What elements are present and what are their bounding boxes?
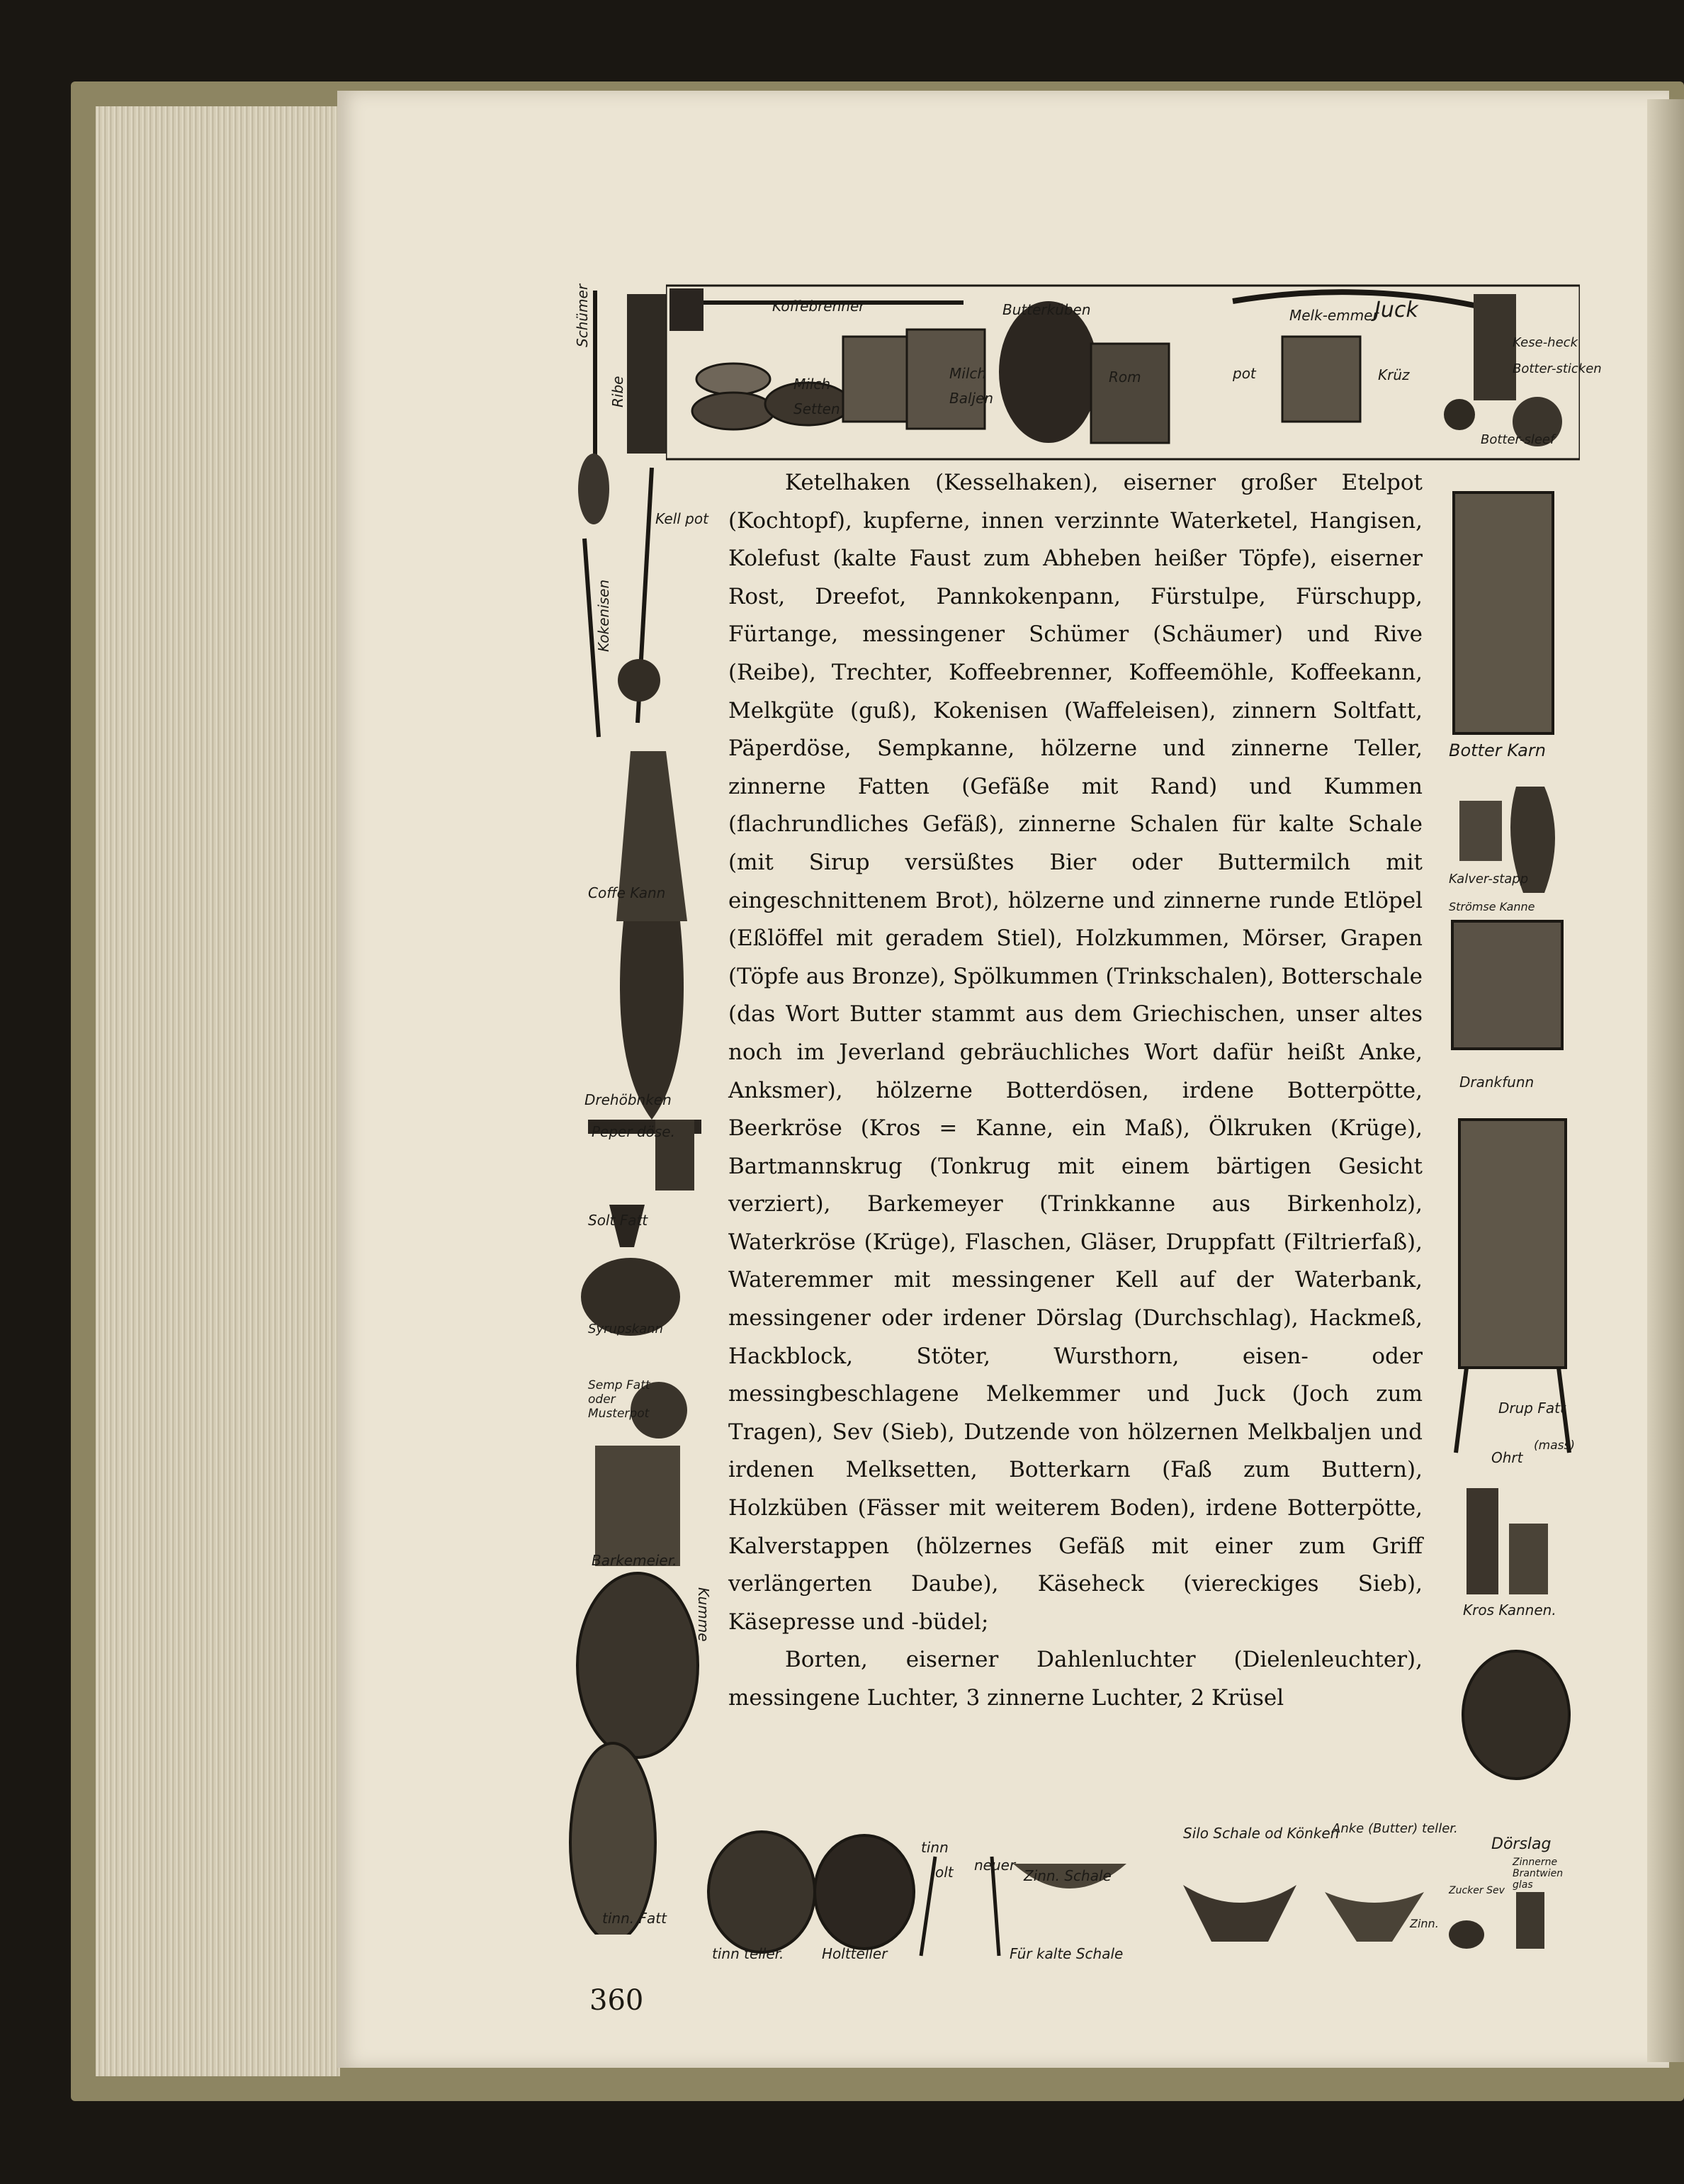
label-rom: Rom — [1109, 368, 1141, 385]
kitchen-utensils-left-illustration — [567, 283, 719, 1935]
label-melkemmer: Melk-emmer — [1289, 307, 1379, 324]
label-anke-teller: Anke (Butter) teller. — [1332, 1821, 1458, 1836]
kitchen-utensils-bottom-illustration — [701, 1814, 1580, 1966]
label-botter-karn: Botter Karn — [1449, 741, 1546, 760]
label-keseheck: Kese-heck — [1513, 335, 1578, 350]
label-drehobnken: Drehöbnken — [584, 1091, 672, 1108]
label-semp-fatt: Semp Fatt oder Musterpot — [588, 1378, 650, 1421]
label-setten: Setten — [793, 400, 840, 417]
label-silo-schale: Silo Schale od Könken — [1183, 1825, 1340, 1842]
page-edges — [96, 106, 340, 2076]
label-holtteller: Holtteller — [822, 1945, 888, 1962]
left-illustration-column — [567, 283, 719, 1935]
label-olt: olt — [935, 1864, 954, 1881]
label-kell-pot: Kell pot — [655, 510, 708, 527]
label-barkemeier: Barkemeier. — [592, 1552, 677, 1569]
label-kumme: Kumme — [695, 1587, 712, 1642]
label-kalver-stapp: Kalver-stapp — [1449, 872, 1529, 886]
right-page-edge — [1647, 99, 1684, 2062]
label-ohrt: Ohrt — [1491, 1449, 1523, 1466]
label-bottersleef: Botter-sleef — [1481, 432, 1555, 447]
label-mass: (mass) — [1534, 1439, 1575, 1453]
label-zinn-schale: Zinn. Schale — [1024, 1867, 1112, 1884]
label-dorslag: Dörslag — [1491, 1835, 1552, 1853]
label-tinn: tinn — [921, 1839, 949, 1856]
paragraph-1: Ketelhaken (Kesselhaken), eiserner großer Etelpot (Kochtopf), kupferne, innen verzinnte Waterketel, Hangisen, Kolefust (kalte Faust zum Abheben heißer Töpfe), eiserner Rost, Dreefot, Pannkokenpann, Fürstulpe, Fürschupp, Fürtange, messingener Schümer (Schäumer) und Rive (Reibe), Trechter, Koffeebrenner, Koffeemöhle, Koffeekann, Melkgüte (guß), Kokenisen (Waffeleisen), zinnern Soltfatt, Päperdöse, Sempkanne, hölzerne und zinnerne Teller, zinnerne Fatten (Gefäße mit Rand) und Kummen (flachrundliches Gefäß), zinnerne Schalen für kalte Schale (mit Sirup versüßtes Bier oder Buttermilch mit eingeschnittenem Brot), hölzerne und zinnerne runde Etlöpel (Eßlöffel mit geradem Stiel), Holzkummen, Mörser, Grapen (Töpfe aus Bronze), Spölkummen (Trinkschalen), Botterschale (das Wort Butter stammt aus dem Griechischen, unser altes noch im Jeverland gebräuchliches Wort dafür heißt Anke, Anksmer), hölzerne Botterdösen, irdene Botterpötte, Beerkröse (Kros = Kanne, ein Maß), Ölkruken (Krüge), Bartmannskrug (Tonkrug mit einem bärtigen Gesicht verziert), Barkemeyer (Trinkkanne aus Birkenholz), Waterkröse (Krüge), Flaschen, Gläser, Druppfatt (Filtrierfaß), Wateremmer mit messingener Kell auf der Waterbank, messingener oder irdener Dörslag (Durchschlag), Hackmeß, Hackblock, Stöter, Wursthorn, eisen- oder messingbeschlagene Melkemmer und Juck (Joch zum Tragen), Sev (Sieb), Dutzende von hölzernen Melkbaljen und irdenen Melksetten, Botterkarn (Faß zum Buttern), Holzküben (Fässer mit weiterem Boden), irdene Botterpötte, Kalverstappen (hölzernes Gefäß mit einer zum Griff verlängerten Daube), Käseheck (viereckiges Sieb), Käsepresse und -büdel; — [728, 470, 1423, 1635]
label-tinn-fatt: tinn. Fatt — [602, 1910, 667, 1927]
label-butterkuben: Butterküben — [1002, 301, 1091, 318]
label-kros-kannen: Kros Kannen. — [1463, 1602, 1556, 1619]
label-zinn: Zinn. — [1410, 1917, 1439, 1930]
page-number: 360 — [589, 1984, 644, 2017]
label-coffe-kann: Coffe Kann — [588, 884, 666, 901]
label-fur-kalte-schale: Für kalte Schale — [1010, 1945, 1124, 1962]
paragraph-2: Borten, eiserner Dahlenluchter (Dielenleuchter), messingene Luchter, 3 zinnerne Luchter, 2 Krüsel — [728, 1647, 1423, 1711]
kitchen-utensils-right-illustration — [1445, 468, 1587, 1942]
label-juck: Juck — [1374, 298, 1418, 322]
label-solt-fatt: Solt Fatt — [588, 1212, 648, 1229]
bottom-illustration-strip — [701, 1814, 1580, 1966]
top-illustration-strip — [666, 280, 1602, 468]
label-milch-2: Milch — [949, 365, 987, 382]
label-schumer: Schümer — [574, 283, 591, 347]
label-tinn-teller: tinn teller. — [712, 1945, 784, 1962]
label-milch-1: Milch — [793, 376, 831, 393]
label-syrupskann: Syrupskann — [588, 1322, 663, 1336]
label-baljen: Baljen — [949, 390, 994, 407]
label-kruz: Krüz — [1378, 366, 1410, 383]
label-drankfunn: Drankfunn — [1459, 1074, 1535, 1091]
body-text — [728, 464, 1423, 1718]
label-pot: pot — [1233, 365, 1256, 382]
label-peper-dose: Peper döse. — [592, 1123, 675, 1140]
label-drup-fatt: Drup Fatt — [1498, 1400, 1566, 1417]
label-koffebrenner: Koffebrenner — [772, 298, 865, 315]
right-illustration-column — [1445, 468, 1587, 1942]
label-kokenisen: Kokenisen — [595, 579, 612, 652]
label-bottersticken: Botter-sticken — [1513, 361, 1602, 376]
label-ribe: Ribe — [609, 376, 626, 407]
label-neuer: neuer — [974, 1857, 1016, 1874]
label-brantwien-glas: Zinnerne Brantwien glas — [1513, 1857, 1564, 1891]
label-stromse-kanne: Strömse Kanne — [1449, 900, 1535, 913]
label-zucker-sev: Zucker Sev — [1449, 1885, 1505, 1896]
